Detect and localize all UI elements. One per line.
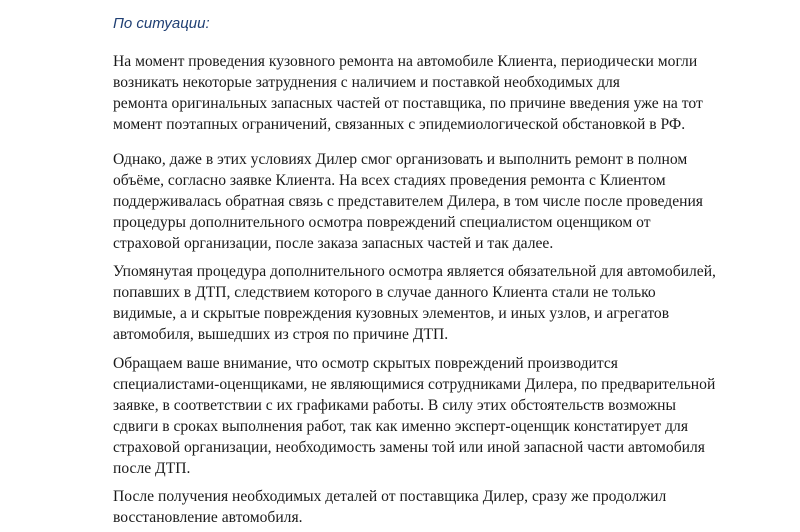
text-line: автомобиля, вышедших из строя по причине ДТП. [113, 326, 449, 343]
text-line: На момент проведения кузовного ремонта на автомобиле Клиента, периодически могли [113, 53, 698, 70]
text-line: поддерживалась обратная связь с представителем Дилера, в том числе после проведения [113, 193, 703, 210]
text-line: видимые, а и скрытые повреждения кузовных элементов, и иных узлов, и агрегатов [113, 305, 670, 322]
text-line: страховой организации, после заказа запасных частей и так далее. [113, 235, 554, 252]
paragraph-3 [113, 261, 716, 345]
text-line: страховой организации, необходимость замены той или иной запасной части автомобиля [113, 439, 705, 456]
text-line: Обращаем ваше внимание, что осмотр скрытых повреждений производится [113, 355, 618, 372]
text-line: сдвиги в сроках выполнения работ, так как именно эксперт-оценщик констатирует для [113, 418, 688, 435]
text-line: возникать некоторые затруднения с наличием и поставкой необходимых для [113, 74, 620, 91]
text-line: ремонта оригинальных запасных частей от поставщика, по причине введения уже на тот [113, 95, 703, 112]
text-line: Упомянутая процедура дополнительного осмотра является обязательной для автомобилей, [113, 263, 716, 280]
paragraph-2 [113, 149, 703, 254]
section-heading: По ситуации: [113, 15, 210, 32]
text-line: Однако, даже в этих условиях Дилер смог организовать и выполнить ремонт в полном [113, 151, 688, 168]
text-line: специалистами-оценщиками, не являющимися сотрудниками Дилера, по предварительной [113, 376, 716, 393]
text-line: заявке, в соответствии с их графиками работы. В силу этих обстоятельств возможны [113, 397, 676, 414]
text-line: после ДТП. [113, 460, 191, 477]
text-line: восстановление автомобиля. [113, 509, 303, 526]
text-line: объёме, согласно заявке Клиента. На всех стадиях проведения ремонта с Клиентом [113, 172, 666, 189]
text-line: После получения необходимых деталей от поставщика Дилер, сразу же продолжил [113, 488, 667, 505]
text-line: попавших в ДТП, следствием которого в случае данного Клиента стали не только [113, 284, 656, 301]
text-line: момент поэтапных ограничений, связанных с эпидемиологической обстановкой в РФ. [113, 116, 686, 133]
paragraph-4 [113, 353, 715, 479]
paragraph-5 [113, 486, 666, 528]
text-line: процедуры дополнительного осмотра повреждений специалистом оценщиком от [113, 214, 651, 231]
paragraph-1 [113, 51, 703, 135]
